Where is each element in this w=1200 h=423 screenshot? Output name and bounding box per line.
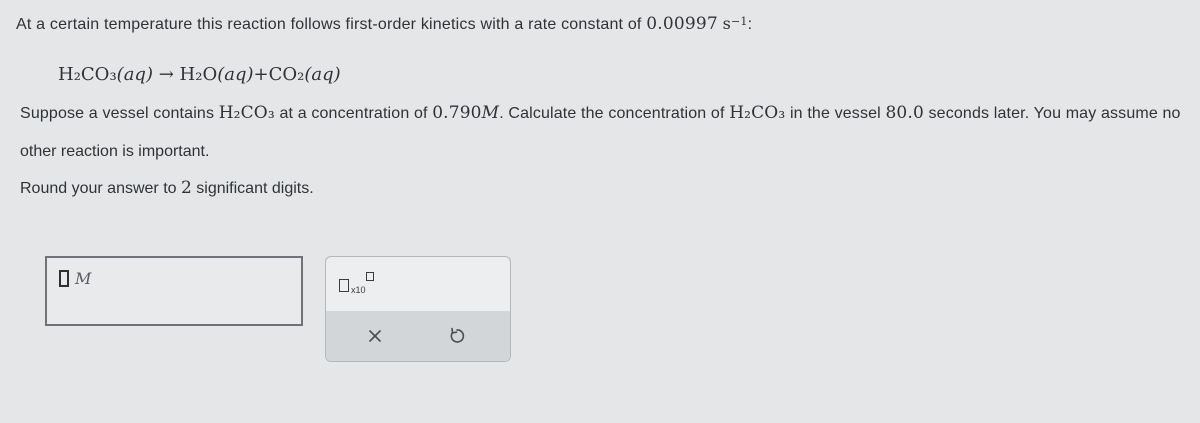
question-part5: seconds later. You may assume no — [928, 105, 1181, 122]
undo-button[interactable] — [444, 323, 470, 349]
rounding-part2: significant digits. — [196, 180, 314, 197]
question-part1: Suppose a vessel contains — [20, 105, 215, 122]
sci-x10-label: x10 — [351, 285, 366, 295]
answer-input[interactable] — [45, 256, 303, 326]
clear-button[interactable] — [362, 323, 388, 349]
product-co2: CO₂ — [268, 64, 305, 85]
reaction-equation — [58, 64, 341, 85]
scientific-notation-button[interactable] — [339, 271, 379, 301]
sci-exponent-box-icon — [366, 272, 374, 281]
product-h2o: H₂O — [179, 64, 218, 85]
rounding-part1: Round your answer to — [20, 180, 177, 197]
question-text — [20, 103, 1181, 123]
intro-colon: : — [747, 16, 753, 33]
sig-figs-value: 2 — [180, 178, 192, 198]
time-value: 80.0 — [885, 103, 924, 123]
rate-constant-unit: s — [722, 14, 732, 33]
reactant-h2co3: H₂CO₃ — [58, 64, 117, 85]
reactant-state: (aq) — [116, 64, 153, 85]
answer-unit-label: M — [75, 269, 92, 288]
math-tool-panel — [325, 256, 511, 362]
product-co2-state: (aq) — [304, 64, 341, 85]
question-line2: other reaction is important. — [20, 143, 210, 160]
rate-constant-value: 0.00997 — [646, 14, 718, 34]
intro-sentence: At a certain temperature this reaction follows first-order kinetics with a rate constant of — [16, 16, 642, 33]
rate-unit-exponent: −1 — [731, 15, 748, 28]
initial-concentration: 0.790 — [432, 103, 482, 123]
rounding-instruction — [20, 178, 314, 198]
question-species2: H₂CO₃ — [729, 103, 786, 123]
question-part2: at a concentration of — [279, 105, 428, 122]
question-species: H₂CO₃ — [218, 103, 275, 123]
sci-mantissa-box-icon — [339, 279, 349, 292]
plus-sign: + — [253, 64, 269, 85]
question-part3: . Calculate the concentration of — [499, 105, 725, 122]
close-icon — [362, 323, 388, 349]
concentration-unit: M — [481, 103, 500, 123]
product-h2o-state: (aq) — [217, 64, 254, 85]
reaction-arrow: → — [158, 64, 174, 85]
action-bar — [326, 311, 510, 361]
undo-icon — [444, 323, 470, 349]
intro-text — [16, 14, 752, 34]
answer-placeholder-box[interactable] — [59, 270, 69, 287]
question-part4: in the vessel — [789, 105, 881, 122]
